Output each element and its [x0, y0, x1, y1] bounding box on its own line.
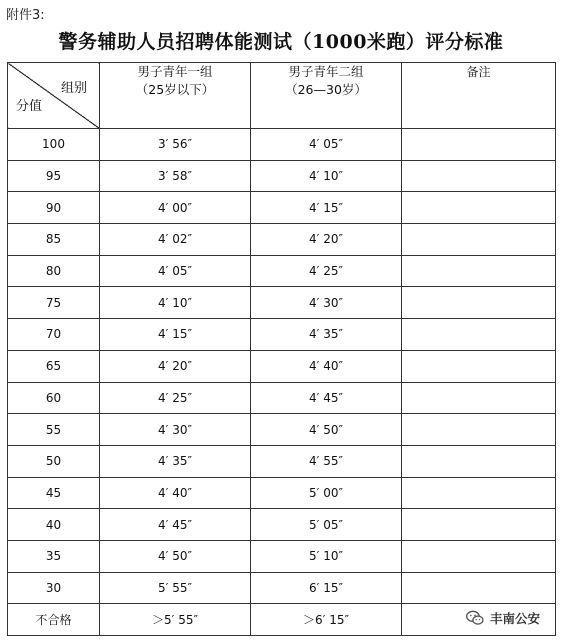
score-cell: 35 — [8, 540, 100, 572]
table-row — [8, 287, 556, 319]
group1-time-cell: 4′ 30″ — [100, 414, 251, 446]
group2-time-cell: 4′ 35″ — [251, 319, 402, 351]
table-row — [8, 445, 556, 477]
group1-time-cell: 4′ 50″ — [100, 540, 251, 572]
group2-header — [251, 63, 402, 129]
group2-time-cell: 4′ 10″ — [251, 160, 402, 192]
table-row — [8, 350, 556, 382]
table-row — [8, 540, 556, 572]
group2-time-cell: 4′ 30″ — [251, 287, 402, 319]
watermark — [465, 608, 540, 628]
group2-time-cell: 5′ 10″ — [251, 540, 402, 572]
wechat-icon — [465, 608, 485, 628]
group2-time-cell: 4′ 55″ — [251, 445, 402, 477]
group1-time-cell: 3′ 58″ — [100, 160, 251, 192]
group2-time-cell: 5′ 05″ — [251, 509, 402, 541]
note-cell — [402, 319, 556, 351]
attachment-label: 附件3: — [6, 8, 45, 23]
group2-time-cell: 4′ 05″ — [251, 129, 402, 161]
group1-time-cell: 3′ 56″ — [100, 129, 251, 161]
score-header-label: 分值 — [16, 99, 43, 114]
note-cell — [402, 192, 556, 224]
table-row — [8, 572, 556, 604]
table-row — [8, 160, 556, 192]
note-cell — [402, 287, 556, 319]
score-cell: 80 — [8, 255, 100, 287]
group2-time-cell: 4′ 15″ — [251, 192, 402, 224]
table-row — [8, 382, 556, 414]
score-cell: 85 — [8, 224, 100, 256]
note-cell — [402, 540, 556, 572]
group2-time-cell: 4′ 40″ — [251, 350, 402, 382]
score-cell: 不合格 — [8, 604, 100, 636]
scoring-table — [7, 62, 556, 636]
group1-time-cell: 4′ 00″ — [100, 192, 251, 224]
group1-time-cell: 5′ 55″ — [100, 572, 251, 604]
group1-time-cell: 4′ 05″ — [100, 255, 251, 287]
group2-time-cell: 4′ 45″ — [251, 382, 402, 414]
group2-time-cell: 5′ 00″ — [251, 477, 402, 509]
watermark-text: 丰南公安 — [489, 611, 540, 626]
group2-name: 男子青年二组 — [288, 64, 364, 79]
score-cell: 65 — [8, 350, 100, 382]
group1-time-cell: 4′ 20″ — [100, 350, 251, 382]
note-cell — [402, 382, 556, 414]
group1-time-cell: 4′ 35″ — [100, 445, 251, 477]
note-cell — [402, 350, 556, 382]
table-row — [8, 129, 556, 161]
note-cell — [402, 160, 556, 192]
group1-time-cell: 4′ 40″ — [100, 477, 251, 509]
note-cell — [402, 129, 556, 161]
score-cell: 55 — [8, 414, 100, 446]
score-cell: 30 — [8, 572, 100, 604]
note-cell — [402, 445, 556, 477]
group2-time-cell: 6′ 15″ — [251, 572, 402, 604]
table-row — [8, 192, 556, 224]
table-row — [8, 224, 556, 256]
score-cell: 100 — [8, 129, 100, 161]
score-cell: 70 — [8, 319, 100, 351]
group2-time-cell: ＞6′ 15″ — [251, 604, 402, 636]
note-cell — [402, 224, 556, 256]
group2-age: （26—30岁） — [285, 82, 367, 97]
note-header: 备注 — [402, 63, 556, 129]
group1-name: 男子青年一组 — [137, 64, 213, 79]
diagonal-header-cell — [8, 63, 100, 129]
score-cell: 60 — [8, 382, 100, 414]
table-row — [8, 414, 556, 446]
score-cell: 45 — [8, 477, 100, 509]
group2-time-cell: 4′ 50″ — [251, 414, 402, 446]
note-cell — [402, 572, 556, 604]
table-row — [8, 319, 556, 351]
group1-time-cell: 4′ 02″ — [100, 224, 251, 256]
table-row — [8, 477, 556, 509]
group1-time-cell: 4′ 10″ — [100, 287, 251, 319]
group1-time-cell: ＞5′ 55″ — [100, 604, 251, 636]
group1-time-cell: 4′ 45″ — [100, 509, 251, 541]
note-cell — [402, 477, 556, 509]
group1-time-cell: 4′ 25″ — [100, 382, 251, 414]
page-title: 警务辅助人员招聘体能测试（1000米跑）评分标准 — [58, 31, 504, 53]
group1-header — [100, 63, 251, 129]
group-header-label: 组别 — [60, 81, 87, 96]
score-cell: 95 — [8, 160, 100, 192]
table-row — [8, 509, 556, 541]
score-cell: 40 — [8, 509, 100, 541]
score-cell: 50 — [8, 445, 100, 477]
group2-time-cell: 4′ 20″ — [251, 224, 402, 256]
table-row — [8, 255, 556, 287]
group1-time-cell: 4′ 15″ — [100, 319, 251, 351]
group2-time-cell: 4′ 25″ — [251, 255, 402, 287]
score-cell: 75 — [8, 287, 100, 319]
note-cell — [402, 255, 556, 287]
group1-age: （25岁以下） — [135, 82, 215, 97]
note-cell — [402, 509, 556, 541]
table-header-row — [8, 63, 556, 129]
score-cell: 90 — [8, 192, 100, 224]
note-cell — [402, 414, 556, 446]
